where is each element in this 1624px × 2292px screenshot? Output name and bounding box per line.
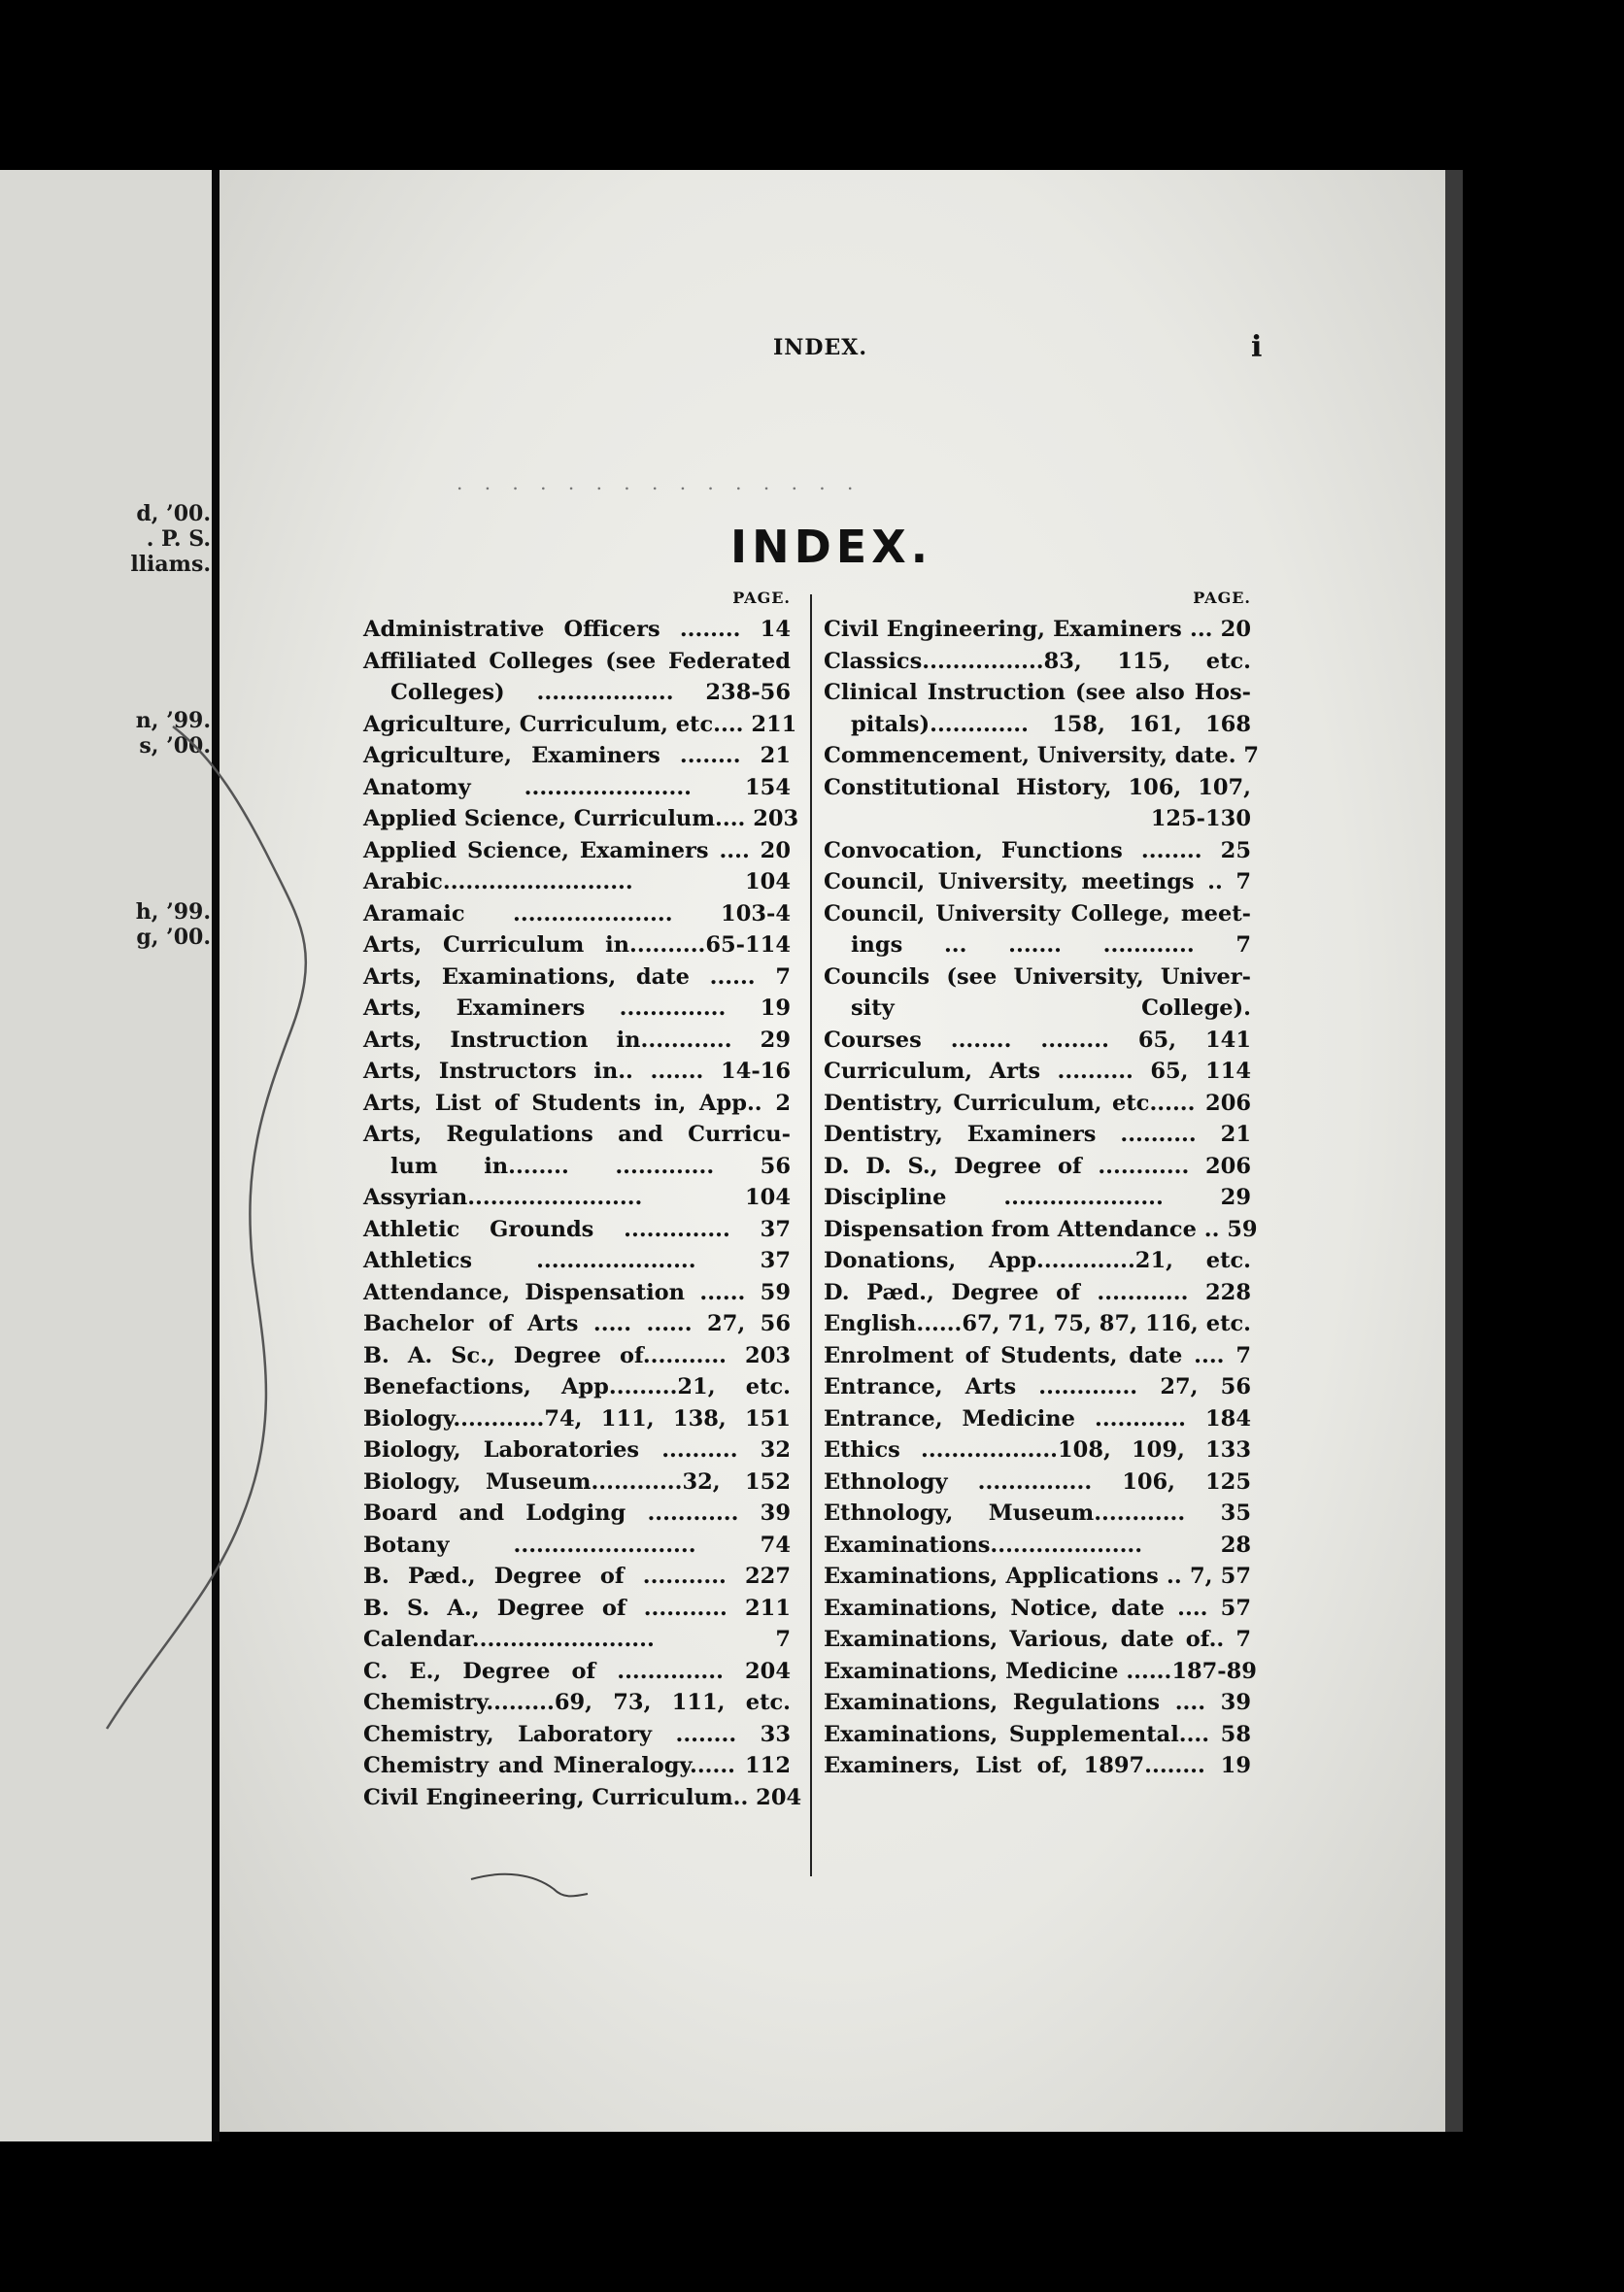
pencil-underline (466, 1870, 592, 1908)
page-title: INDEX. (730, 521, 933, 573)
index-entry (363, 1530, 791, 1562)
index-entry (363, 866, 791, 898)
index-entry (824, 1687, 1251, 1719)
index-entry-line: Arts, Examiners .............. 19 (363, 995, 791, 1021)
index-entry-line: Examinations, Supplemental.... 58 (824, 1721, 1251, 1747)
index-entry (363, 1498, 791, 1530)
index-entry (824, 740, 1260, 772)
pencil-mark (97, 719, 330, 1748)
index-entry (363, 772, 791, 804)
index-entry (363, 1214, 791, 1246)
index-entry (824, 1624, 1251, 1656)
index-entry-line: Botany ........................ 74 (363, 1532, 791, 1558)
index-entry (824, 1434, 1251, 1466)
index-entry-continuation: 125-130 (1150, 806, 1251, 831)
index-entry (363, 1719, 791, 1751)
index-entry (824, 1151, 1251, 1183)
index-entry-line: B. Pæd., Degree of ........... 227 (363, 1564, 791, 1589)
left-fragment-7: g, ’00. (136, 925, 211, 950)
index-entry-line: Examinations.................... 28 (824, 1532, 1251, 1558)
index-entry (363, 1182, 791, 1214)
index-entry-line: English......67, 71, 75, 87, 116, etc. (824, 1311, 1251, 1336)
index-entry-line: Examinations, Various, date of.. 7 (824, 1627, 1251, 1652)
index-entry-line: Courses ........ ......... 65, 141 (824, 1027, 1251, 1053)
index-entry-line: Dentistry, Curriculum, etc...... 206 (824, 1090, 1251, 1116)
index-entry-line: Dentistry, Examiners .......... 21 (824, 1122, 1251, 1147)
index-entry (363, 1434, 791, 1466)
index-entry-line: Curriculum, Arts .......... 65, 114 (824, 1059, 1251, 1084)
index-entry (363, 614, 791, 646)
index-entry-line: Benefactions, App.........21, etc. (363, 1374, 791, 1399)
index-entry-line: Arabic......................... 104 (363, 869, 791, 894)
index-entry (824, 677, 1251, 740)
index-entry (824, 1340, 1251, 1372)
index-entry-continuation: Colleges) .................. 238-56 (390, 680, 791, 705)
index-entry-line: Entrance, Arts ............. 27, 56 (824, 1374, 1251, 1399)
index-entry (824, 1277, 1251, 1309)
index-entry (363, 646, 791, 709)
index-entry (824, 866, 1251, 898)
index-entry (363, 740, 791, 772)
index-entry-line: D. Pæd., Degree of ............ 228 (824, 1279, 1251, 1305)
index-entry (824, 1088, 1251, 1120)
index-entry (824, 1025, 1251, 1057)
index-entry-continuation: lum in........ ............. 56 (390, 1153, 791, 1179)
right-entries (824, 614, 1260, 1782)
index-entry-line: B. S. A., Degree of ........... 211 (363, 1595, 791, 1621)
index-entry (824, 961, 1251, 1025)
index-entry-line: Examinations, Regulations .... 39 (824, 1690, 1251, 1715)
index-entry-line: D. D. S., Degree of ............ 206 (824, 1153, 1251, 1179)
index-entry-line: Arts, Instructors in.. ....... 14-16 (363, 1059, 791, 1084)
index-entry-continuation: ings ... ....... ............ 7 (851, 932, 1251, 958)
index-entry-line: Examiners, List of, 1897........ 19 (824, 1753, 1251, 1778)
index-entry-line: Convocation, Functions ........ 25 (824, 837, 1251, 863)
index-entry-line: Anatomy ...................... 154 (363, 774, 791, 800)
index-entry-line: B. A. Sc., Degree of........... 203 (363, 1342, 791, 1368)
index-entry (363, 1750, 791, 1782)
index-entry-line: Administrative Officers ........ 14 (363, 617, 791, 642)
index-entry-line: Discipline ..................... 29 (824, 1185, 1251, 1210)
index-column-right (824, 589, 1260, 1782)
index-entry-line: Board and Lodging ............ 39 (363, 1500, 791, 1526)
index-entry (363, 1593, 791, 1625)
index-entry (363, 1277, 791, 1309)
index-entry-line: Council, University, meetings .. 7 (824, 869, 1251, 894)
index-entry (824, 646, 1251, 678)
index-entry-line: Affiliated Colleges (see Federated (363, 648, 791, 674)
index-entry (824, 1530, 1251, 1562)
index-entry (824, 1498, 1251, 1530)
index-entry-continuation: sity College). (851, 995, 1251, 1021)
index-entry-line: Commencement, University, date. 7 (824, 743, 1260, 768)
index-entry-line: Ethics ..................108, 109, 133 (824, 1437, 1251, 1463)
left-fragment-1: d, ’00. (136, 501, 211, 526)
faint-dots: . . . . . . . . . . . . . . . (457, 471, 862, 494)
index-entry (824, 1214, 1258, 1246)
left-fragment-4: n, ’99. (135, 708, 211, 733)
index-entry (363, 1340, 791, 1372)
index-entry-line: Classics................83, 115, etc. (824, 648, 1251, 674)
index-entry (363, 803, 799, 835)
index-entry-line: Ethnology, Museum............ 35 (824, 1500, 1251, 1526)
index-entry (363, 1371, 791, 1403)
index-entry-line: Calendar........................ 7 (363, 1627, 791, 1652)
column-divider (810, 594, 812, 1876)
left-fragment-5: s, ’00. (139, 733, 211, 758)
index-entry (824, 1719, 1251, 1751)
index-entry (363, 1782, 802, 1814)
index-entry-line: Donations, App.............21, etc. (824, 1248, 1251, 1273)
index-entry-line: Athletics ..................... 37 (363, 1248, 791, 1273)
index-entry-line: Civil Engineering, Curriculum.. 204 (363, 1784, 802, 1810)
left-fragment-3: lliams. (130, 552, 211, 577)
index-entry-line: Arts, Instruction in............ 29 (363, 1027, 791, 1053)
index-entry (363, 835, 791, 867)
index-entry (824, 1056, 1251, 1088)
index-entry-line: Dispensation from Attendance .. 59 (824, 1216, 1258, 1242)
index-entry (363, 1245, 791, 1277)
index-entry-line: Attendance, Dispensation ...... 59 (363, 1279, 791, 1305)
index-entry (363, 1056, 791, 1088)
running-head: INDEX. (773, 335, 867, 360)
index-entry-line: Agriculture, Examiners ........ 21 (363, 743, 791, 768)
index-entry (363, 1025, 791, 1057)
index-entry (824, 1182, 1251, 1214)
index-entry-continuation: pitals)............. 158, 161, 168 (851, 711, 1251, 737)
left-fragment-6: h, ’99. (135, 899, 211, 925)
index-entry (363, 709, 797, 741)
index-entry (363, 1466, 791, 1499)
index-entry (363, 1624, 791, 1656)
index-entry (824, 1466, 1251, 1499)
index-entry (824, 1656, 1257, 1688)
index-entry-line: Examinations, Notice, date .... 57 (824, 1595, 1251, 1621)
index-entry (824, 614, 1251, 646)
index-entry-line: Civil Engineering, Examiners ... 20 (824, 617, 1251, 642)
index-entry-line: Entrance, Medicine ............ 184 (824, 1405, 1251, 1432)
index-entry-line: Athletic Grounds .............. 37 (363, 1216, 791, 1242)
index-entry-line: Council, University College, meet- (824, 900, 1251, 927)
index-entry (824, 1308, 1251, 1340)
page-edge (1445, 170, 1463, 2132)
index-entry-line: Examinations, Applications .. 7, 57 (824, 1564, 1251, 1589)
left-entries (363, 614, 802, 1813)
index-entry (363, 1561, 791, 1593)
index-entry (824, 835, 1251, 867)
index-entry-line: Biology, Museum............32, 152 (363, 1468, 791, 1495)
index-entry-line: Aramaic ..................... 103-4 (363, 900, 791, 927)
index-entry (824, 1403, 1251, 1435)
index-entry (363, 1656, 791, 1688)
page-column-header: PAGE. (1193, 589, 1251, 607)
index-entry-line: Agriculture, Curriculum, etc.... 211 (363, 711, 797, 737)
index-entry-line: Applied Science, Examiners .... 20 (363, 837, 791, 863)
index-entry (363, 1119, 791, 1182)
index-entry-line: Enrolment of Students, date .... 7 (824, 1342, 1251, 1368)
index-entry (824, 772, 1251, 835)
index-entry-line: C. E., Degree of .............. 204 (363, 1658, 791, 1684)
index-entry-line: Arts, Curriculum in..........65-114 (363, 932, 791, 958)
index-entry-line: Arts, Examinations, date ...... 7 (363, 963, 791, 990)
index-entry (824, 1371, 1251, 1403)
index-entry (824, 1119, 1251, 1151)
index-entry-line: Chemistry.........69, 73, 111, etc. (363, 1690, 791, 1715)
page-column-header: PAGE. (732, 589, 791, 607)
index-entry-line: Chemistry, Laboratory ........ 33 (363, 1721, 791, 1747)
index-entry (363, 1403, 791, 1435)
index-entry (363, 1088, 791, 1120)
index-entry (824, 1750, 1251, 1782)
index-entry (824, 1593, 1251, 1625)
page-folio: i (1251, 330, 1263, 364)
index-entry (824, 898, 1251, 961)
index-entry-line: Assyrian....................... 104 (363, 1185, 791, 1210)
index-entry (363, 961, 791, 994)
index-entry-line: Examinations, Medicine ......187-89 (824, 1658, 1257, 1684)
index-entry (363, 1687, 791, 1719)
index-entry-line: Clinical Instruction (see also Hos- (824, 680, 1251, 705)
index-entry-line: Arts, Regulations and Curricu- (363, 1122, 791, 1147)
index-column-left (363, 589, 802, 1813)
index-entry (363, 929, 791, 961)
index-entry-line: Councils (see University, Univer- (824, 963, 1251, 990)
index-entry (824, 1561, 1251, 1593)
index-entry (363, 993, 791, 1025)
index-entry (363, 1308, 791, 1340)
index-entry (363, 898, 791, 930)
index-entry-line: Applied Science, Curriculum.... 203 (363, 806, 799, 831)
index-entry (824, 1245, 1251, 1277)
index-entry-line: Ethnology ............... 106, 125 (824, 1468, 1251, 1495)
index-entry-line: Chemistry and Mineralogy...... 112 (363, 1753, 791, 1778)
index-entry-line: Biology............74, 111, 138, 151 (363, 1405, 791, 1432)
index-entry-line: Arts, List of Students in, App.. 2 (363, 1090, 791, 1116)
index-entry-line: Bachelor of Arts ..... ...... 27, 56 (363, 1311, 791, 1336)
index-entry-line: Biology, Laboratories .......... 32 (363, 1437, 791, 1463)
index-entry-line: Constitutional History, 106, 107, (824, 774, 1251, 800)
left-fragment-2: . P. S. (146, 526, 211, 552)
